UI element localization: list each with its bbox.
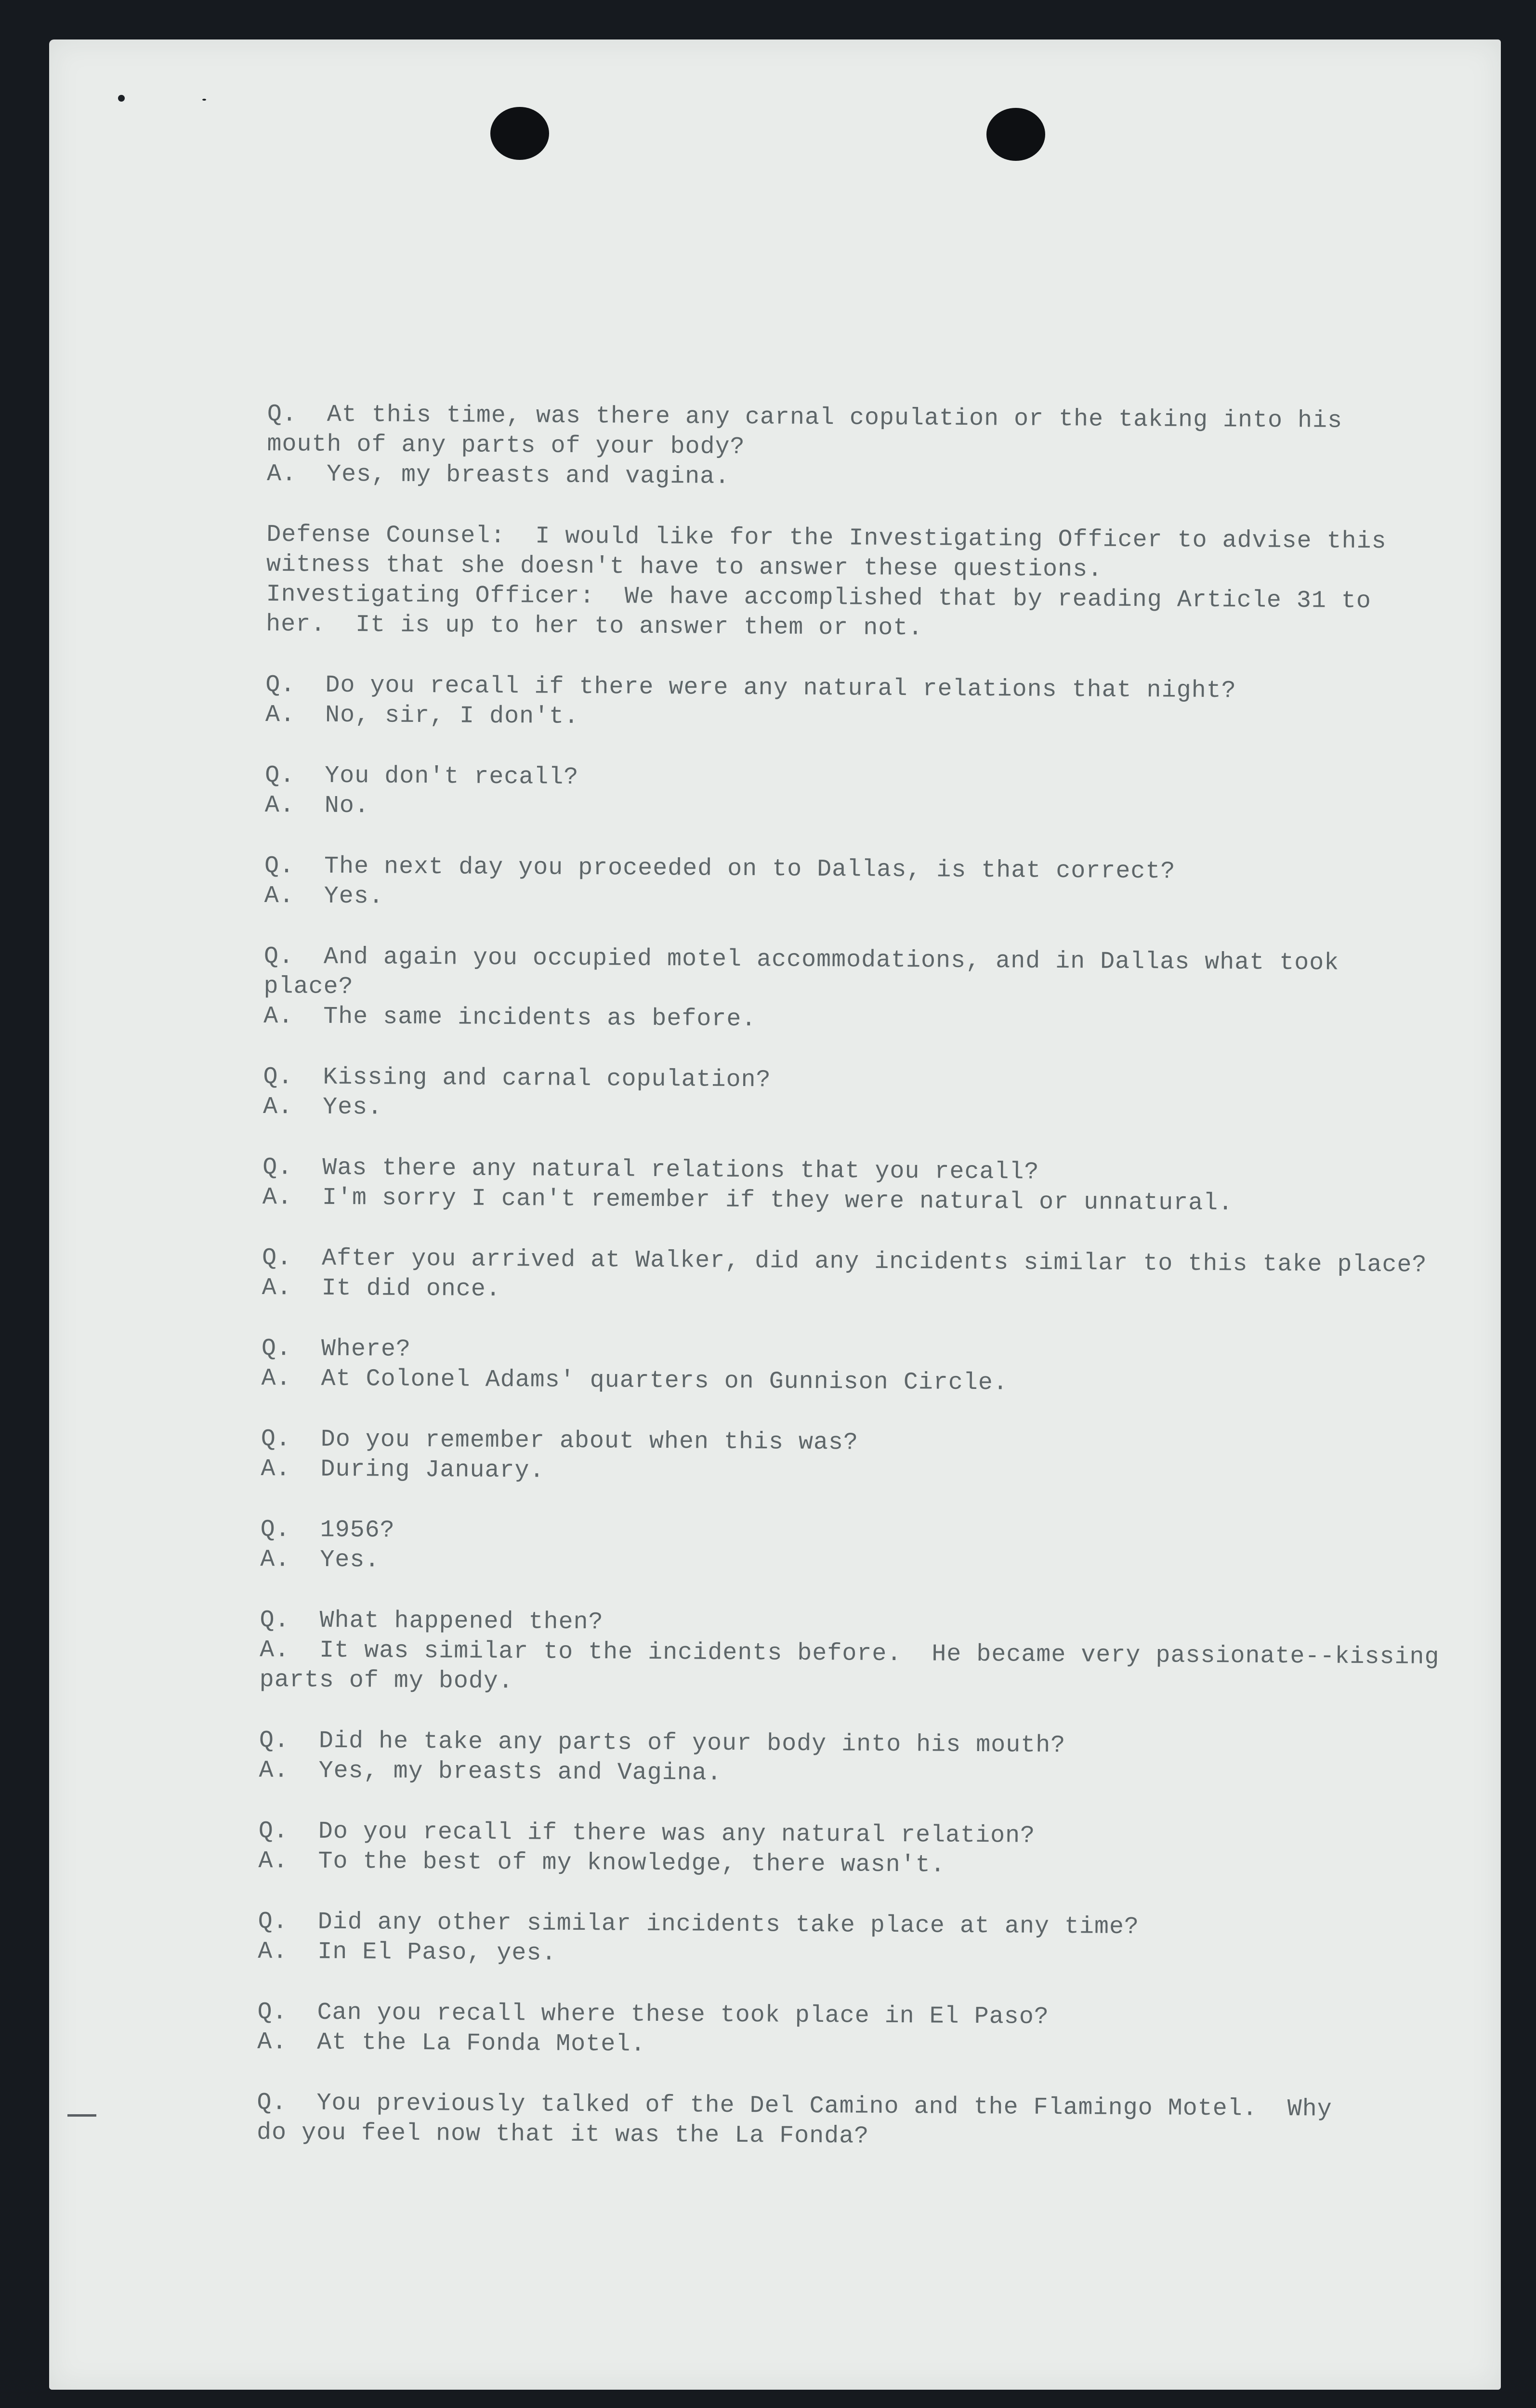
transcript-line: A. The same incidents as before. (263, 1002, 757, 1034)
transcript-line: A. No, sir, I don't. (265, 701, 579, 731)
ink-speck (118, 95, 125, 102)
transcript-line: A. Yes. (260, 1545, 380, 1574)
transcript-line: A. During January. (261, 1455, 545, 1485)
transcript-line: A. In El Paso, yes. (258, 1937, 557, 1967)
transcript-line: witness that she doesn't have to answer these questions. (266, 550, 1103, 584)
transcript-line: A. At the La Fonda Motel. (257, 2028, 646, 2058)
transcript-line: Defense Counsel: I would like for the Investigating Officer to advise this (266, 521, 1387, 556)
transcript-line: Q. What happened then? (260, 1606, 604, 1636)
transcript-line: parts of my body. (259, 1666, 514, 1696)
transcript-line: Q. After you arrived at Walker, did any incidents similar to this take place? (262, 1244, 1427, 1279)
transcript-line: Q. Can you recall where these took place in El Paso? (257, 1998, 1049, 2031)
transcript-line: A. At Colonel Adams' quarters on Gunnison Circle. (261, 1364, 1008, 1397)
transcript-line: Q. Do you recall if there were any natural relations that night? (265, 671, 1236, 705)
transcript-line: Q. You don't recall? (265, 761, 579, 791)
transcript-line: Q. Was there any natural relations that you recall? (263, 1153, 1039, 1186)
transcript-line: A. It was similar to the incidents before. He became very passionate--kissing (259, 1636, 1440, 1671)
transcript-line: Q. 1956? (260, 1516, 395, 1544)
ink-speck (202, 99, 206, 101)
transcript-line: Q. Where? (261, 1335, 411, 1363)
margin-mark (67, 2114, 96, 2117)
punch-hole-right (986, 108, 1045, 161)
transcript-text (257, 400, 1471, 2155)
transcript-line: Q. Did any other similar incidents take place at any time? (258, 1908, 1140, 1941)
transcript-line: Investigating Officer: We have accomplished that by reading Article 31 to (266, 580, 1372, 615)
transcript-line: Q. Kissing and carnal copulation? (263, 1063, 771, 1094)
transcript-line: A. Yes. (263, 1093, 383, 1122)
transcript-line: A. It did once. (262, 1274, 501, 1303)
transcript-line: A. Yes. (264, 882, 384, 911)
transcript-line: Q. The next day you proceeded on to Dallas, is that correct? (264, 852, 1176, 886)
transcript-line: Q. Do you remember about when this was? (261, 1425, 859, 1457)
transcript-line: Q. Do you recall if there was any natural relation? (258, 1817, 1036, 1850)
transcript-line: her. It is up to her to answer them or not. (265, 610, 923, 642)
transcript-line: Q. At this time, was there any carnal copulation or the taking into his (267, 400, 1343, 435)
transcript-line: A. I'm sorry I can't remember if they were natural or unnatural. (262, 1183, 1234, 1217)
transcript-line: A. To the best of my knowledge, there wasn't. (258, 1847, 945, 1879)
transcript-line: mouth of any parts of your body? (267, 430, 745, 461)
transcript-line: do you feel now that it was the La Fonda? (256, 2119, 869, 2150)
punch-hole-left (490, 107, 549, 160)
transcript-line: A. No. (264, 791, 370, 820)
transcript-line: Q. You previously talked of the Del Camino and the Flamingo Motel. Why (257, 2089, 1332, 2123)
transcript-line: place? (263, 972, 354, 1001)
transcript-line: Q. Did he take any parts of your body into his mouth? (259, 1727, 1066, 1760)
transcript-line: Q. And again you occupied motel accommodations, and in Dallas what took (263, 942, 1339, 977)
transcript-line: A. Yes, my breasts and Vagina. (259, 1756, 722, 1787)
transcript-line: A. Yes, my breasts and vagina. (266, 460, 730, 491)
